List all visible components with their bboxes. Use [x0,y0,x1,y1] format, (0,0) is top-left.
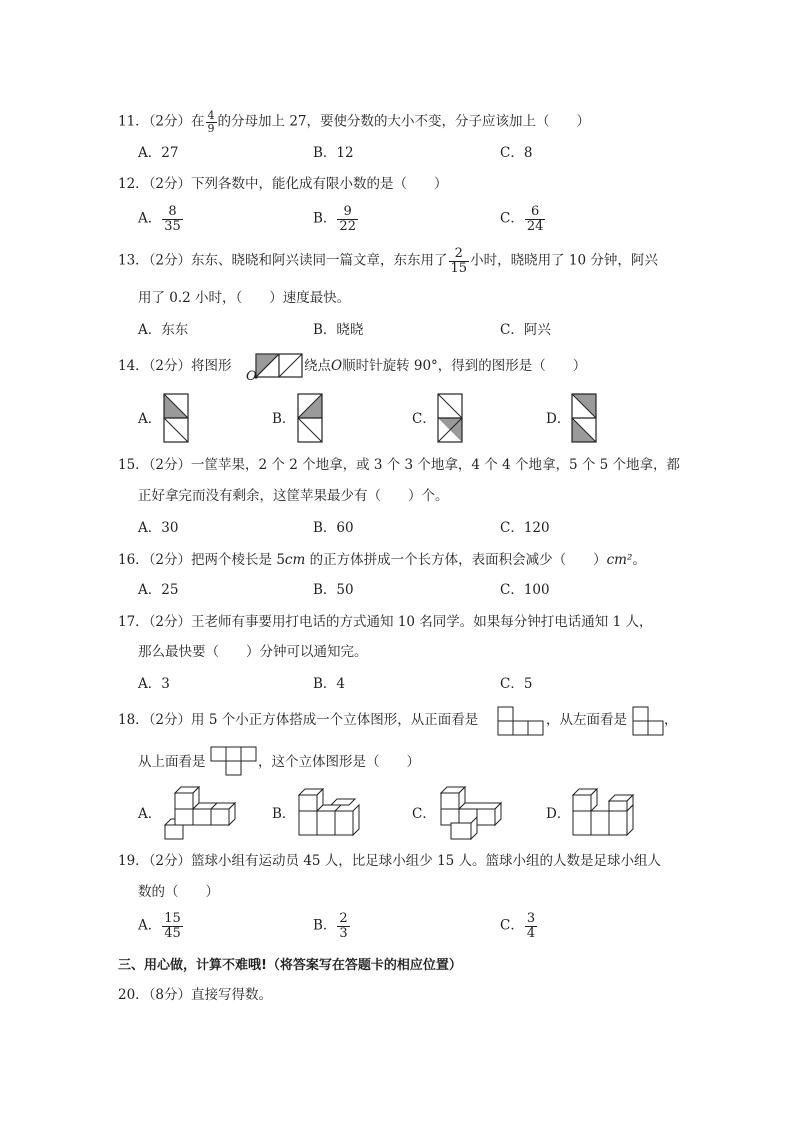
q19-option-b[interactable]: B． $\frac{2}{3}$ [313,911,348,941]
q18-option-b-figure[interactable] [297,785,369,841]
q19-stem: 19．（2分）篮球小组有运动员 45 人，比足球小组少 15 人。篮球小组的人数是足球小组人 [118,853,662,869]
q14-option-a-figure[interactable] [163,393,189,443]
q15-option-b[interactable]: B．60 [313,520,354,536]
q17-option-c[interactable]: C．5 [500,676,533,692]
q18-option-c-figure[interactable] [437,785,505,841]
q16-option-c[interactable]: C．100 [500,582,550,598]
q19-option-a[interactable]: A． $\frac{15}{45}$ [138,911,181,941]
q20-stem: 20．（8分）直接写得数。 [118,987,273,1003]
q12-stem: 12．（2分）下列各数中，能化成有限小数的是（ ） [118,176,448,192]
q14-option-c-label[interactable]: C． [412,411,436,427]
q14-option-d-label[interactable]: D． [546,411,571,427]
q14-pivot-label: O [246,369,257,384]
q16-option-b[interactable]: B．50 [313,582,354,598]
q11-option-b[interactable]: B．12 [313,145,354,161]
q11-option-a[interactable]: A．27 [138,145,179,161]
q18-option-b-label[interactable]: B． [272,806,296,822]
q12-option-b[interactable]: B． $\frac{9}{22}$ [313,204,356,234]
q18-stem-line2-post: ，这个立体图形是（ ） [258,754,420,770]
q13-option-c[interactable]: C．阿兴 [500,322,551,338]
q18-front-view-figure [497,706,545,736]
q11-option-c[interactable]: C．8 [500,145,533,161]
q14-option-b-label[interactable]: B． [272,411,296,427]
q14-stem-end: 绕点O顺时针旋转 90°，得到的图形是（ ） [304,358,587,374]
q17-stem: 17．（2分）王老师有事要用打电话的方式通知 10 名同学。如果每分钟打电话通知 1 人， [118,614,653,630]
section-3-heading: 三、用心做，计算不难哦!（将答案写在答题卡的相应位置） [118,958,462,973]
q18-top-view-figure [210,746,258,776]
q18-option-d-figure[interactable] [571,785,647,841]
q18-option-c-label[interactable]: C． [412,806,436,822]
q14-stem-start: 14．（2分）将图形 [118,358,232,374]
q17-stem-line2: 那么最快要（ ）分钟可以通知完。 [138,644,368,660]
q18-left-view-figure [632,706,664,736]
q19-option-c[interactable]: C． $\frac{3}{4}$ [500,911,536,941]
q18-stem-end: ， [664,712,678,728]
q12-option-c[interactable]: C． $\frac{6}{24}$ [500,204,544,234]
q14-option-b-figure[interactable] [297,393,323,443]
q12-option-a[interactable]: A． $\frac{8}{35}$ [138,204,181,234]
q11-fraction: $\frac{4}{9}$ [207,109,215,135]
q13-option-a[interactable]: A．东东 [138,322,189,338]
q13-stem-line2: 用了 0.2 小时，（ ）速度最快。 [138,290,351,306]
q19-stem-line2: 数的（ ） [138,884,219,900]
q18-stem-line2-pre: 从上面看是 [138,754,206,770]
q15-stem-line2: 正好拿完而没有剩余，这筐苹果最少有（ ）个。 [138,488,449,504]
q14-option-c-figure[interactable] [437,393,463,443]
q18-option-a-label[interactable]: A． [138,806,162,822]
q15-option-c[interactable]: C．120 [500,520,550,536]
q13-stem: 13．（2分）东东、晓晓和阿兴读同一篇文章，东东用了 $\frac{2}{15}$ 小时，晓晓用了 10 分钟，阿兴 [118,246,658,276]
q17-option-b[interactable]: B．4 [313,676,346,692]
q16-option-a[interactable]: A．25 [138,582,179,598]
q11-stem: 11．（2分）在 $\frac{4}{9}$ 的分母加上 27，要使分数的大小不变，分子应该加上（ ） [118,109,590,135]
q16-stem: 16．（2分）把两个棱长是 5cm 的正方体拼成一个长方体，表面积会减少（ ）cm²。 [118,552,646,568]
q15-stem: 15．（2分）一筐苹果，2 个 2 个地拿，或 3 个 3 个地拿，4 个 4 个地拿，5 个 5 个地拿，都 [118,457,681,473]
q18-option-d-label[interactable]: D． [546,806,571,822]
q15-option-a[interactable]: A．30 [138,520,179,536]
q14-option-d-figure[interactable] [571,393,597,443]
q18-option-a-figure[interactable] [163,785,243,841]
q18-stem-start: 18．（2分）用 5 个小正方体搭成一个立体图形，从正面看是 [118,712,479,728]
q14-option-a-label[interactable]: A． [138,411,162,427]
q13-option-b[interactable]: B．晓晓 [313,322,364,338]
q17-option-a[interactable]: A．3 [138,676,170,692]
q13-fraction: $\frac{2}{15}$ [450,246,468,276]
q18-stem-mid: ，从左面看是 [546,712,627,728]
